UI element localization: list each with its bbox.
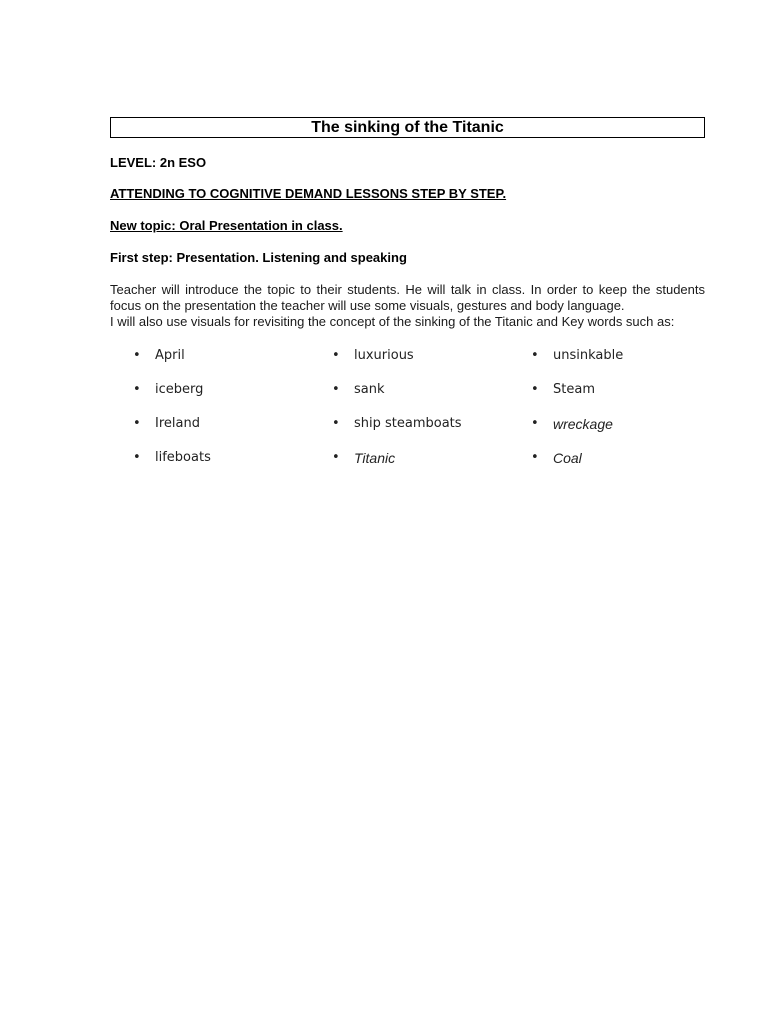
- heading-cognitive-demand: ATTENDING TO COGNITIVE DEMAND LESSONS STEP BY STEP.: [110, 186, 507, 201]
- key-word: sank: [354, 382, 385, 397]
- bullet-icon: •: [332, 348, 340, 363]
- bullet-icon: •: [133, 382, 141, 397]
- bullet-icon: •: [531, 382, 539, 397]
- bullet-icon: •: [332, 382, 340, 397]
- key-word: Coal: [553, 450, 582, 466]
- bullet-icon: •: [531, 450, 539, 465]
- key-word: Ireland: [155, 416, 200, 431]
- document-title: The sinking of the Titanic: [110, 117, 705, 138]
- bullet-icon: •: [133, 348, 141, 363]
- bullet-icon: •: [332, 450, 340, 465]
- body-paragraph: [110, 282, 705, 330]
- level-line: LEVEL: 2n ESO: [110, 155, 207, 170]
- key-word: wreckage: [553, 416, 613, 432]
- bullet-icon: •: [531, 416, 539, 431]
- key-word: luxurious: [354, 348, 414, 363]
- bullet-icon: •: [332, 416, 340, 431]
- paragraph-intro: Teacher will introduce the topic to their students. He will talk in class. In order to keep the students focus on the presentation the teacher will use some visuals, gestures and body language.: [110, 282, 705, 313]
- key-word: Titanic: [354, 450, 396, 466]
- heading-first-step: First step: Presentation. Listening and speaking: [110, 250, 407, 265]
- heading-new-topic: New topic: Oral Presentation in class.: [110, 218, 343, 233]
- key-word: April: [155, 348, 185, 363]
- key-word: ship steamboats: [354, 416, 462, 431]
- key-word: Steam: [553, 382, 595, 397]
- bullet-icon: •: [133, 450, 141, 465]
- key-word: iceberg: [155, 382, 204, 397]
- document-page: [110, 117, 705, 478]
- bullet-icon: •: [531, 348, 539, 363]
- key-word: lifeboats: [155, 450, 211, 465]
- key-word: unsinkable: [553, 348, 624, 363]
- paragraph-visuals: I will also use visuals for revisiting the concept of the sinking of the Titanic and Key words such as:: [110, 314, 675, 329]
- bullet-icon: •: [133, 416, 141, 431]
- key-words-list: [110, 348, 705, 478]
